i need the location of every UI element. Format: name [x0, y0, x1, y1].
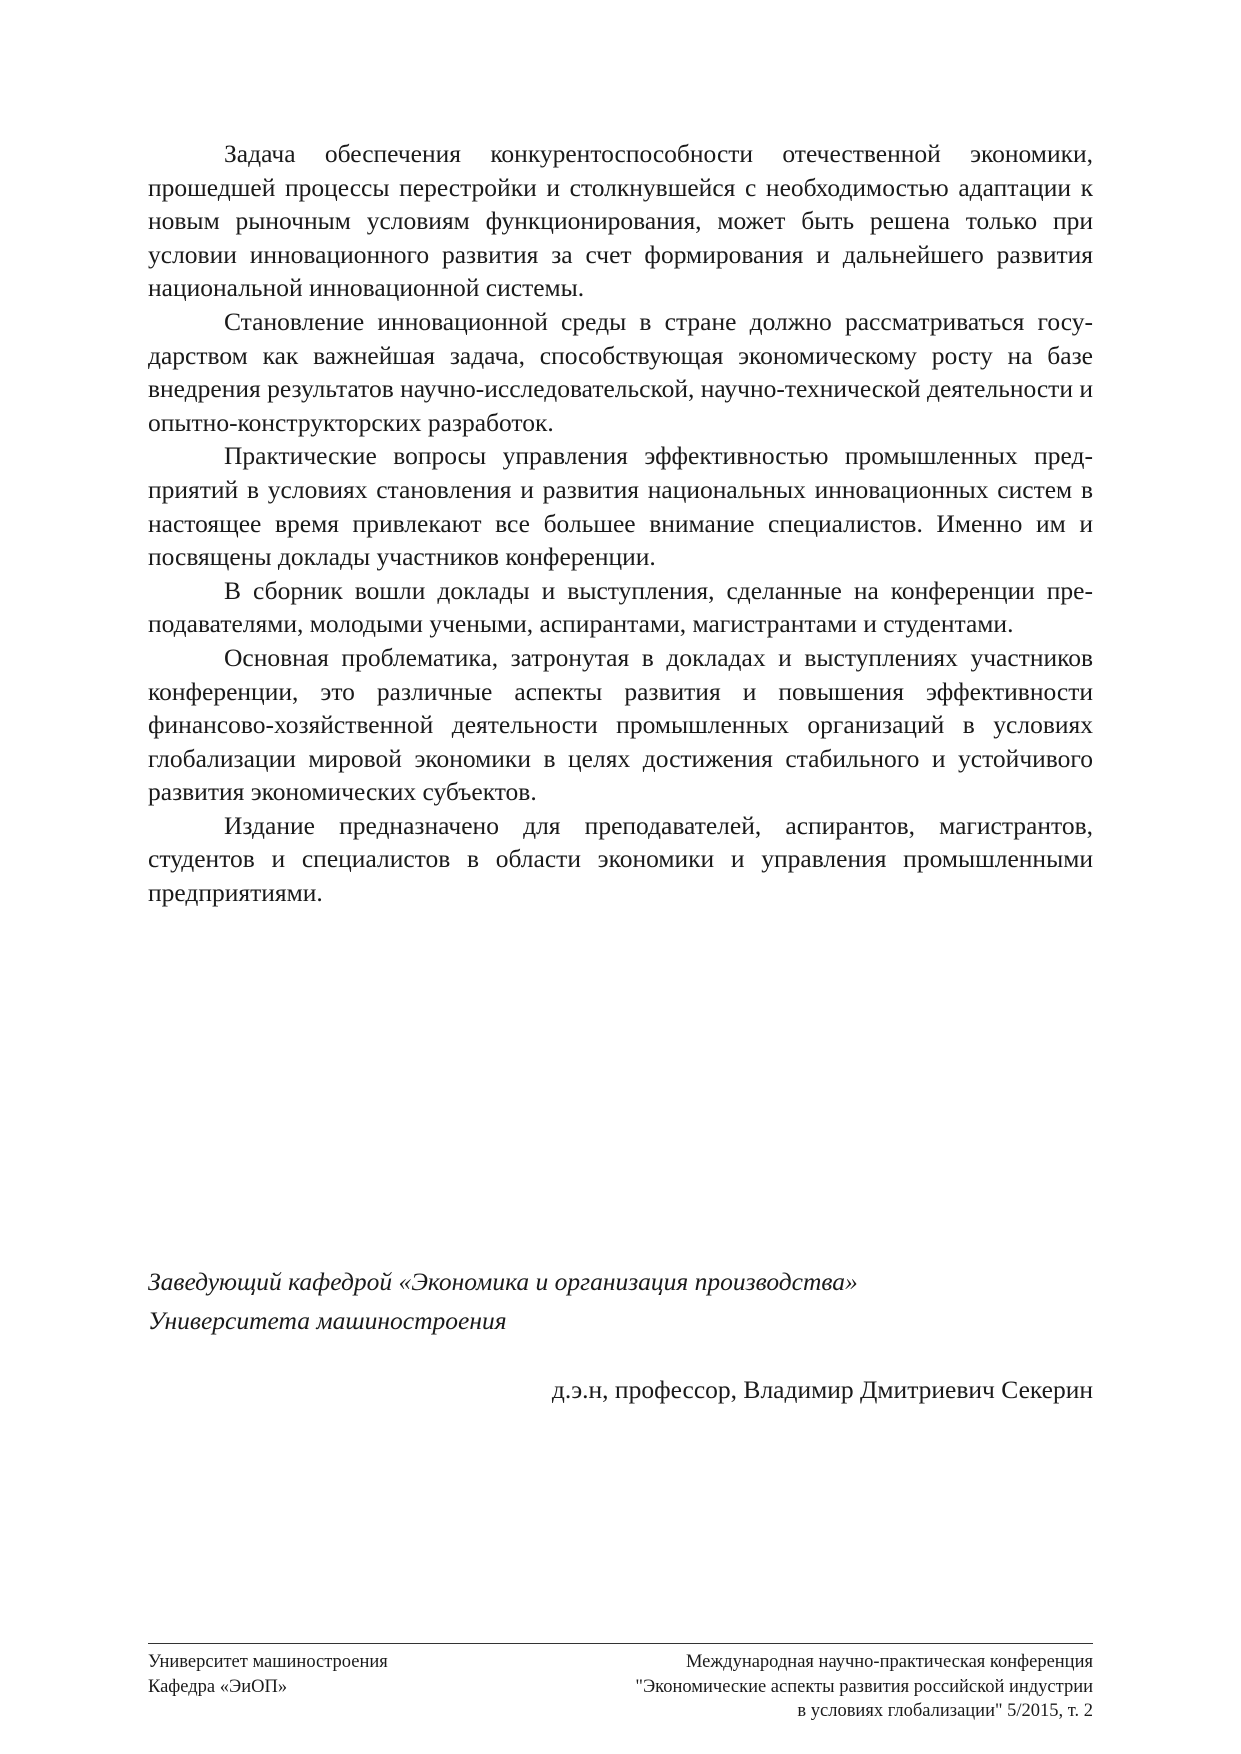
footer-divider [148, 1643, 1093, 1644]
paragraph-1: Задача обеспечения конкурентоспособности отечественной экономики, прошедшей процессы перестройки и столкнувшейся с необходимостью адаптации к новым рыночным условиям функционирования, может быть решена только при условии инновационного развития за счет формирования и дальнейшего развития национальной инновационной системы. [148, 139, 1093, 303]
footer-right [635, 1650, 1093, 1724]
paragraph-6: Издание предназначено для преподавателей, аспирантов, магистрантов, студентов и специалистов в области экономики и управления промышленными предприятиями. [148, 810, 1093, 908]
paragraph-5: Основная проблематика, затронутая в докладах и выступлениях участников конференции, это различные аспекты развития и повышения эффективности финансово-хозяйственной деятельности промышленных организаций в условиях глобализации мировой экономики в целях достижения стабильного и устойчивого развития экономических субъектов. [148, 642, 1093, 807]
footer-conference-line-2: "Экономические аспекты развития российской индустрии [635, 1676, 1093, 1697]
paragraph-4: В сборник вошли доклады и выступления, сделанные на конференции преподавателями, молодыми учеными, аспирантами, магистрантами и студентами. [148, 575, 1093, 639]
signature-position [148, 1262, 1093, 1340]
footer-conference-line-1: Международная научно-практическая конференция [685, 1652, 1093, 1672]
body-text [148, 137, 1093, 910]
paragraph-3: Практические вопросы управления эффективностью промышленных предприятий в условиях становления и развития национальных инновационных систем в настоящее время привлекают все большее внимание специалистов. Именно им и посвящены доклады участников конференции. [148, 441, 1093, 572]
footer-department: Кафедра «ЭиОП» [148, 1676, 288, 1697]
footer-conference-line-3: в условиях глобализации" 5/2015, т. 2 [797, 1701, 1093, 1721]
footer-left [148, 1650, 388, 1699]
position-line-2: Университета машиностроения [148, 1306, 507, 1335]
position-line-1: Заведующий кафедрой «Экономика и организация производства» [148, 1267, 858, 1296]
paragraph-2: Становление инновационной среды в стране должно рассматриваться государством как важнейшая задача, способствующая экономическому росту на базе внедрения результатов научно-исследовательской, научно-технической деятельности и опытно-конструкторских разработок. [148, 306, 1093, 437]
signer-name: д.э.н, профессор, Владимир Дмитриевич Секерин [551, 1375, 1093, 1404]
footer-university: Университет машиностроения [148, 1652, 388, 1672]
